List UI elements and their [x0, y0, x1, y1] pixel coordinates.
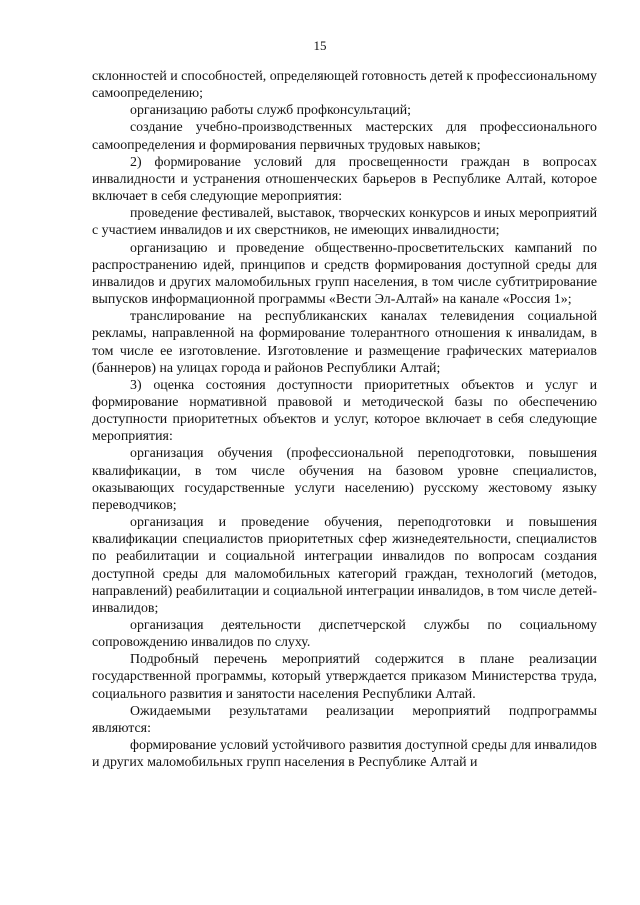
paragraph: Ожидаемыми результатами реализации мероприятий подпрограммы являются:	[92, 703, 597, 736]
paragraph: организация и проведение обучения, переподготовки и повышения квалификации специалистов приоритетных сфер жизнедеятельности, специалистов по реабилитации и социальной интеграции инвалидов по вопросам создания доступной среды для маломобильных категорий граждан, технологий (методов, направлений) реабилитации и социальной интеграции инвалидов, в том числе детей-инвалидов;	[92, 515, 597, 616]
paragraph: Подробный перечень мероприятий содержится в плане реализации государственной программы, который утверждается приказом Министерства труда, социального развития и занятости населения Республики Алтай.	[92, 652, 597, 702]
paragraph: организация деятельности диспетчерской службы по социальному сопровождению инвалидов по слуху.	[92, 618, 597, 651]
body-text	[92, 68, 597, 771]
paragraph: организация обучения (профессиональной переподготовки, повышения квалификации, в том числе обучения на базовом уровне специалистов, оказывающих государственные услуги населению) русскому жестовому языку переводчиков;	[92, 446, 597, 513]
paragraph: организацию и проведение общественно-просветительских кампаний по распространению идей, принципов и средств формирования доступной среды для инвалидов и других маломобильных групп населения, в том числе субтитрирование выпусков информационной программы «Вести Эл-Алтай» на канале «Россия 1»;	[92, 240, 597, 308]
paragraph: создание учебно-производственных мастерских для профессионального самоопределения и формирования первичных трудовых навыков;	[92, 120, 597, 153]
paragraph-continued: склонностей и способностей, определяющей готовность детей к профессиональному самоопределению;	[92, 69, 597, 102]
paragraph: 2) формирование условий для просвещенности граждан в вопросах инвалидности и устранения отношенческих барьеров в Республике Алтай, которое включает в себя следующие мероприятия:	[92, 154, 597, 205]
paragraph: формирование условий устойчивого развития доступной среды для инвалидов и других маломобильных групп населения в Республике Алтай и	[92, 738, 597, 771]
paragraph: организацию работы служб профконсультаций;	[130, 103, 411, 119]
paragraph: транслирование на республиканских каналах телевидения социальной рекламы, направленной на формирование толерантного отношения к инвалидам, в том числе ее изготовление. Изготовление и размещение графических материалов (баннеров) на улицах города и районов Республики Алтай;	[92, 309, 597, 376]
paragraph: проведение фестивалей, выставок, творческих конкурсов и иных мероприятий с участием инвалидов и их сверстников, не имеющих инвалидности;	[92, 206, 597, 239]
paragraph: 3) оценка состояния доступности приоритетных объектов и услуг и формирование нормативной правовой и методической базы по обеспечению доступности приоритетных объектов и услуг, которое включает в себя следующие мероприятия:	[92, 377, 597, 445]
page-number: 15	[313, 38, 327, 53]
